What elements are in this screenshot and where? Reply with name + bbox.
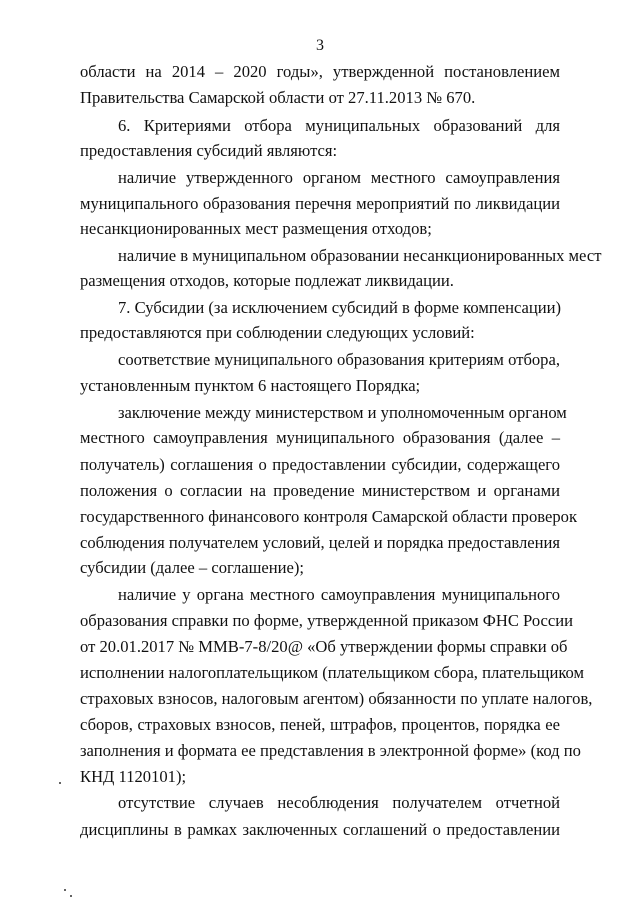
text-line: соблюдения получателем условий, целей и порядка предоставления <box>80 533 560 552</box>
text-line: заполнения и формата ее представления в электронной форме» (код по <box>80 741 581 760</box>
text-line: местного самоуправления муниципального образования (далее – <box>80 428 560 447</box>
text-line: субсидии (далее – соглашение); <box>80 558 305 577</box>
text-line: размещения отходов, которые подлежат ликвидации. <box>80 271 454 290</box>
scan-speck <box>59 782 61 784</box>
text-line: муниципального образования перечня мероприятий по ликвидации <box>80 194 560 213</box>
text-line: КНД 1120101); <box>80 767 187 786</box>
text-line: 6. Критериями отбора муниципальных образований для <box>118 116 560 135</box>
text-line: от 20.01.2017 № ММВ-7-8/20@ «Об утверждении формы справки об <box>80 637 568 656</box>
page-number: 3 <box>316 37 324 54</box>
text-line: наличие утвержденного органом местного самоуправления <box>118 168 560 187</box>
text-line: отсутствие случаев несоблюдения получателем отчетной <box>118 793 560 812</box>
text-line: наличие в муниципальном образовании несанкционированных мест <box>118 246 602 265</box>
scan-speck <box>70 895 72 897</box>
text-line: установленным пунктом 6 настоящего Порядка; <box>80 376 421 395</box>
text-line: государственного финансового контроля Самарской области проверок <box>80 507 578 526</box>
text-line: заключение между министерством и уполномоченным органом <box>118 403 567 422</box>
text-line: 7. Субсидии (за исключением субсидий в форме компенсации) <box>118 298 562 317</box>
text-line: несанкционированных мест размещения отходов; <box>80 219 432 238</box>
text-line: исполнении налогоплательщиком (плательщиком сбора, плательщиком <box>80 663 585 682</box>
text-line: сборов, страховых взносов, пеней, штрафов, процентов, порядка ее <box>80 715 560 734</box>
text-line: образования справки по форме, утвержденной приказом ФНС России <box>80 611 574 630</box>
text-line: наличие у органа местного самоуправления муниципального <box>118 585 560 604</box>
text-line: соответствие муниципального образования критериям отбора, <box>118 350 560 369</box>
text-line: предоставляются при соблюдении следующих условий: <box>80 323 475 342</box>
text-line: области на 2014 – 2020 годы», утвержденной постановлением <box>80 62 560 81</box>
text-line: положения о согласии на проведение министерством и органами <box>80 481 560 500</box>
text-line: предоставления субсидий являются: <box>80 141 338 160</box>
text-line: Правительства Самарской области от 27.11.2013 № 670. <box>80 88 476 107</box>
text-line: страховых взносов, налоговым агентом) обязанности по уплате налогов, <box>80 689 593 708</box>
scan-speck <box>64 889 66 891</box>
text-line: дисциплины в рамках заключенных соглашений о предоставлении <box>80 820 560 839</box>
text-line: получатель) соглашения о предоставлении субсидии, содержащего <box>80 455 560 474</box>
